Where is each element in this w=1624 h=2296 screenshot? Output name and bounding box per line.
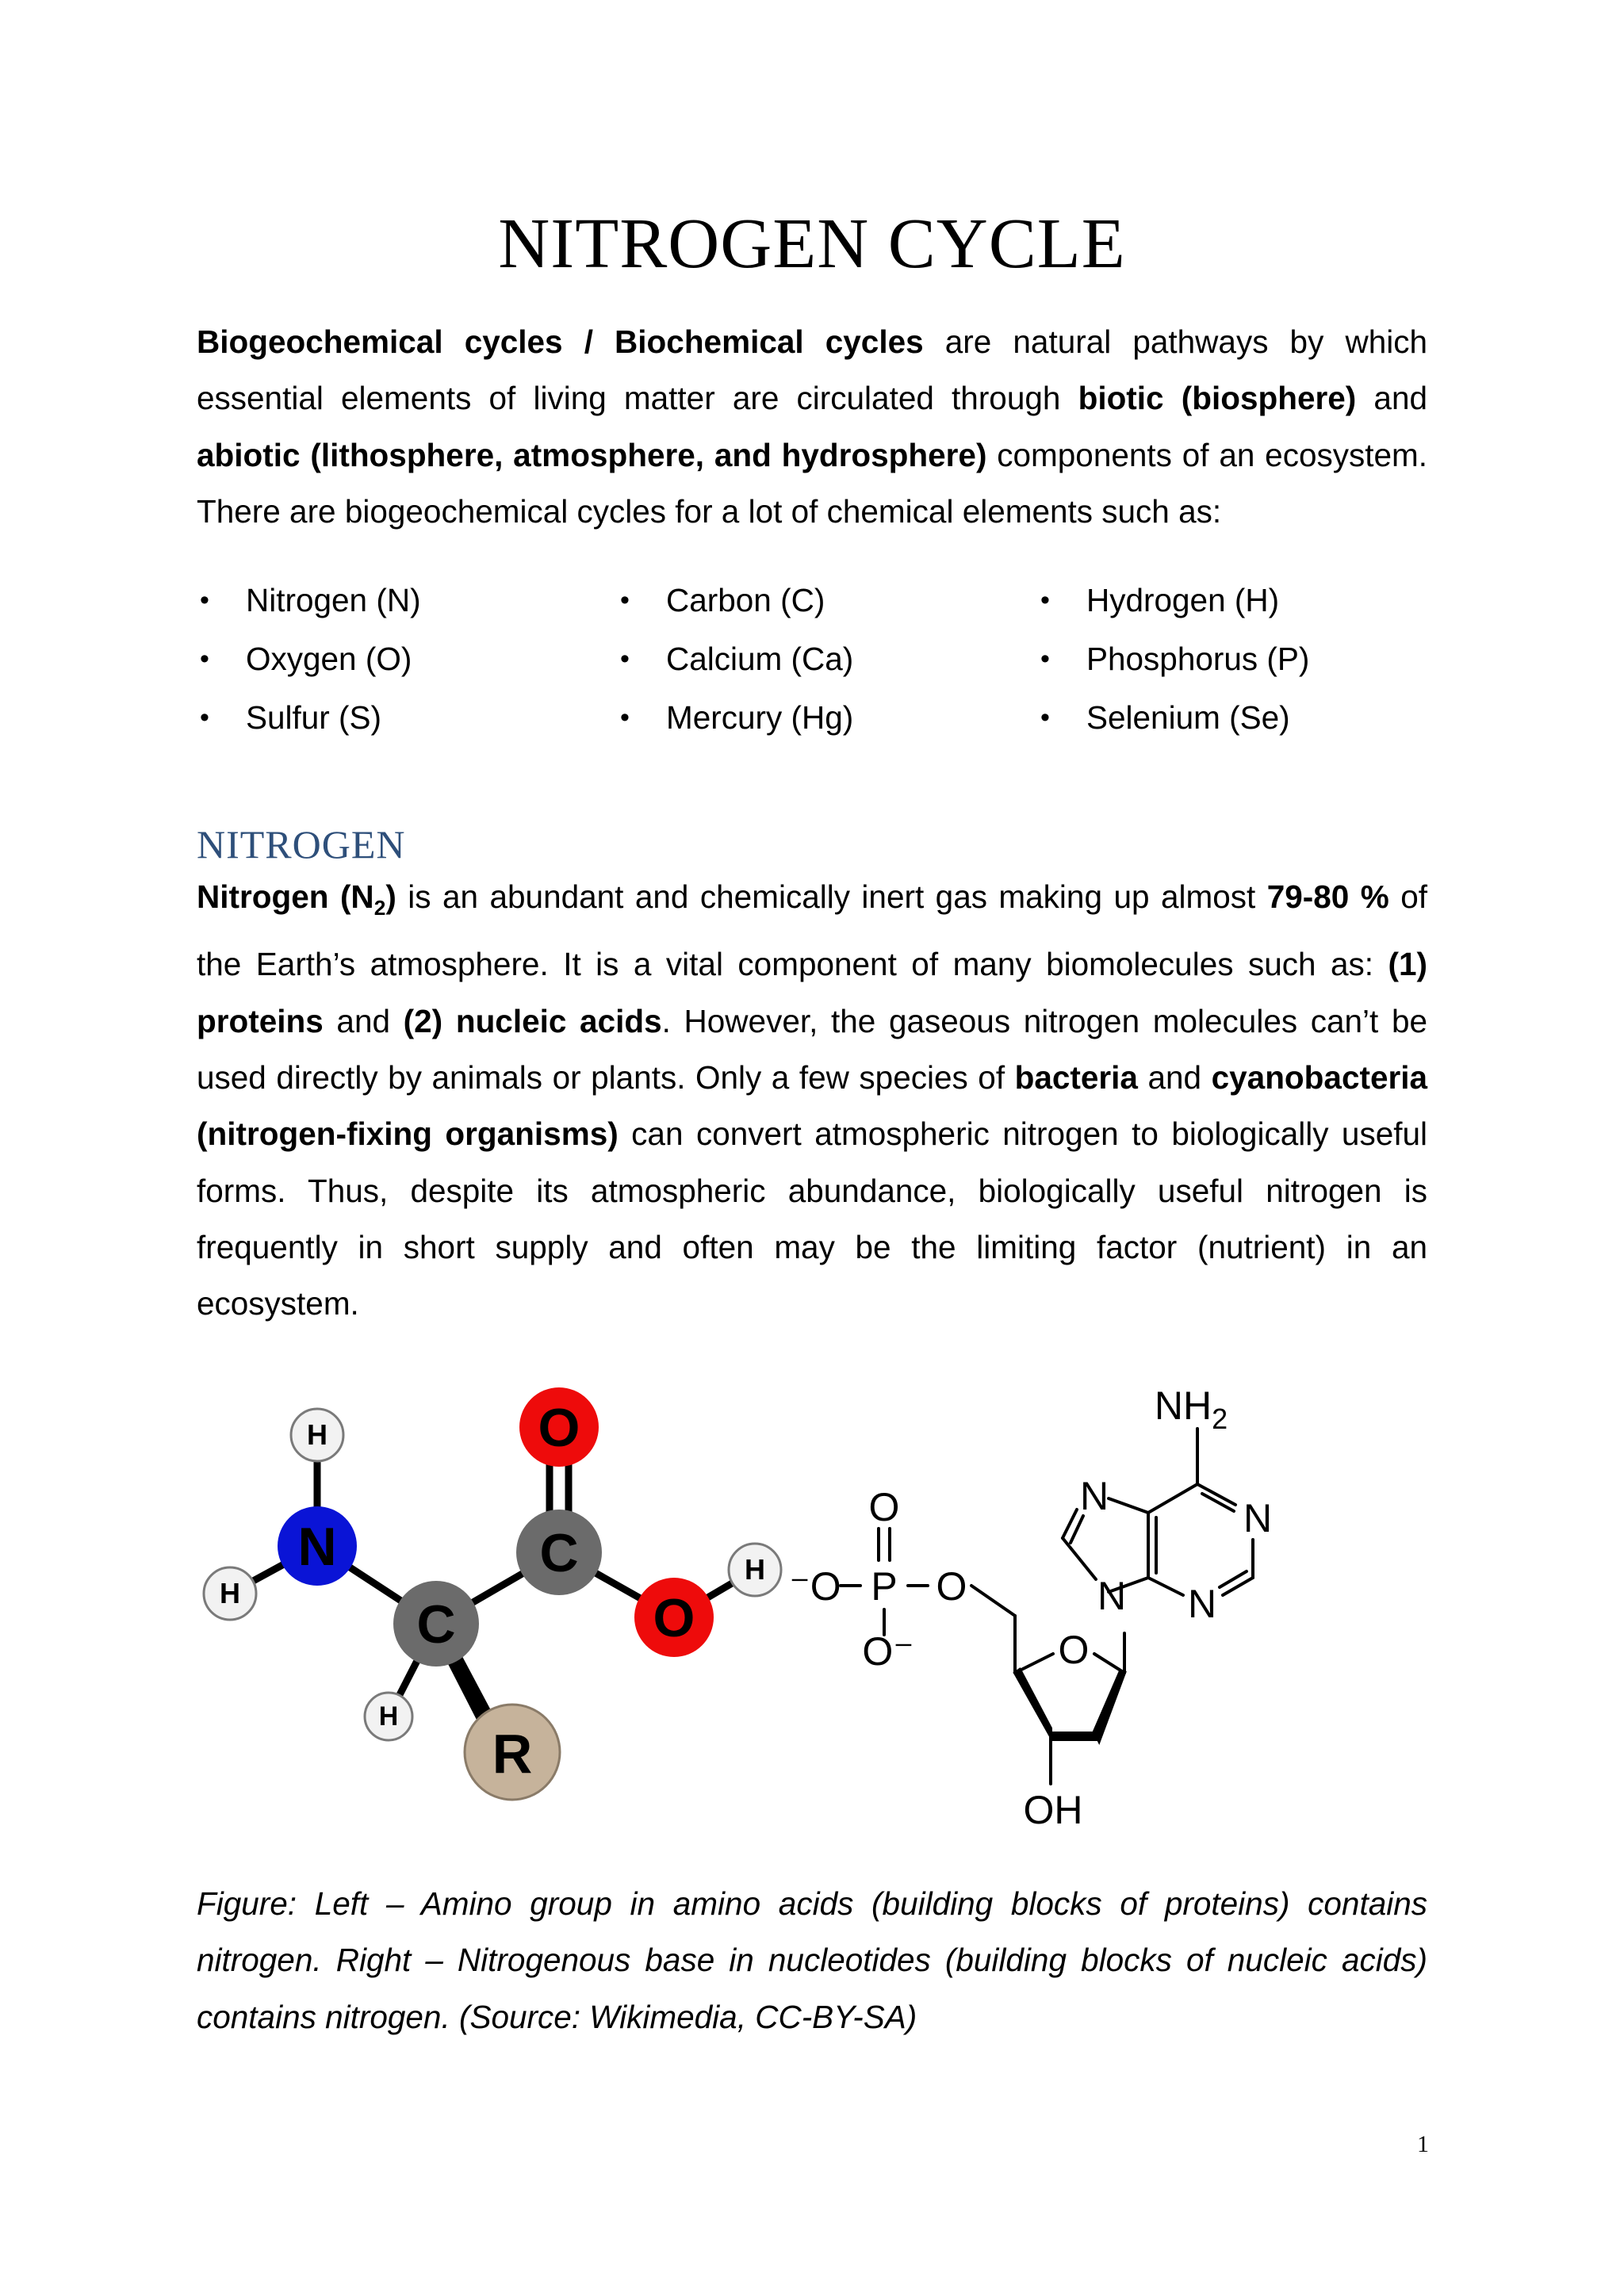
amino-acid-model — [204, 1387, 781, 1800]
atom-label-n: N — [297, 1517, 337, 1577]
bond-c2-n3 — [1223, 1578, 1253, 1595]
atom-label-c: C — [416, 1594, 456, 1655]
atom-label-r: R — [492, 1723, 533, 1785]
atom-label-n: N — [1187, 1582, 1217, 1626]
element-bullet-list — [197, 571, 1465, 761]
nh-text: NH — [1154, 1383, 1212, 1428]
atom-label-n: N — [1097, 1574, 1127, 1618]
bond-n9-c8 — [1063, 1538, 1096, 1579]
atom-label-nh2 — [1155, 1383, 1228, 1435]
bullet-icon: • — [1040, 644, 1050, 674]
intro-text: components of an ecosystem. There are biogeochemical cycles for a lot of chemical elements such as: — [197, 436, 1427, 530]
list-item — [197, 571, 421, 629]
wedge-bond-c4-c3 — [1015, 1670, 1051, 1736]
atom-label-o: O — [868, 1485, 900, 1529]
atom-label-n: N — [1243, 1496, 1273, 1540]
nitrogen-term — [197, 878, 396, 920]
atom-label-h: H — [220, 1577, 240, 1609]
wedge-bond-c2-c1 — [1094, 1673, 1124, 1741]
page-title: NITROGEN CYCLE — [498, 205, 1126, 283]
intro-text: are natural pathways by which essential elements of living matter are circulated through — [197, 323, 1427, 417]
atom-label-oh: OH — [1023, 1788, 1083, 1832]
list-item — [197, 688, 421, 747]
bullet-icon: • — [1040, 702, 1050, 733]
list-item — [617, 571, 853, 629]
list-item — [1037, 571, 1309, 629]
para-text: can convert atmospheric nitrogen to biologically useful forms. Thus, despite its atmospheric abundance, biologically useful nitrogen is frequently in short supply and often may be the limiting factor (nutrient) in an ecosystem. — [197, 1115, 1427, 1322]
list-item-label: Oxygen (O) — [246, 641, 412, 677]
intro-term: Biogeochemical cycles / Biochemical cycles — [197, 323, 924, 360]
list-item-label: Nitrogen (N) — [246, 582, 421, 618]
nucleotide-structure — [789, 1383, 1272, 1832]
molecule-figure — [190, 1348, 1435, 1855]
list-item — [197, 629, 421, 688]
bond-n7-c5 — [1109, 1498, 1148, 1513]
intro-biotic: biotic (biosphere) — [1078, 380, 1357, 417]
list-item-label: Carbon (C) — [666, 582, 825, 618]
para-text: is an abundant and chemically inert gas making up almost — [396, 878, 1267, 915]
nh2-subscript: 2 — [1212, 1402, 1228, 1435]
term-nucleic-acids: (2) nucleic acids — [403, 1002, 662, 1039]
nitrogen-subscript: 2 — [373, 896, 386, 920]
bullet-column-3 — [1037, 571, 1309, 747]
bullet-column-2 — [617, 571, 853, 747]
nitrogen-paragraph — [197, 869, 1427, 1332]
atom-label-h: H — [378, 1701, 399, 1732]
bullet-icon: • — [620, 585, 630, 615]
figure-caption: Figure: Left – Amino group in amino acids (building blocks of proteins) contains nitrogen. Right – Nitrogenous base in nucleotides (building blocks of nucleic acids) contains nitrogen. (Source: Wikimedia, CC-BY-SA) — [197, 1885, 1427, 2035]
atom-label-o-minus: ⁻O — [789, 1564, 841, 1609]
term-cyanobacteria: cyanobacteria (nitrogen-fixing organisms) — [197, 1058, 1428, 1153]
wedge-bond-c3-c2 — [1049, 1732, 1101, 1741]
list-item — [1037, 629, 1309, 688]
page-number: 1 — [1417, 2131, 1429, 2157]
percent-value: 79-80 % — [1266, 878, 1389, 915]
section-heading: NITROGEN — [197, 822, 406, 867]
list-item-label: Phosphorus (P) — [1086, 641, 1310, 677]
atom-label-o: O — [538, 1398, 580, 1458]
list-item — [617, 688, 853, 747]
bullet-icon: • — [200, 702, 209, 733]
atom-label-o: O — [653, 1588, 695, 1648]
para-text: of the Earth’s atmosphere. It is a vital component of many biomolecules such as: — [197, 878, 1428, 983]
atom-label-o: O — [936, 1564, 967, 1609]
bond-c5-c6 — [1148, 1484, 1197, 1513]
bond-n3-c4 — [1148, 1578, 1183, 1595]
bullet-icon: • — [200, 644, 209, 674]
bond-ring-o-c1 — [1094, 1654, 1124, 1673]
bond-o-ch2 — [971, 1586, 1015, 1616]
bullet-icon: • — [620, 702, 630, 733]
atom-label-h: H — [307, 1418, 327, 1451]
intro-text: and — [1356, 380, 1428, 417]
intro-paragraph — [197, 314, 1427, 540]
bullet-icon: • — [200, 585, 209, 615]
bullet-icon: • — [620, 644, 630, 674]
list-item-label: Selenium (Se) — [1086, 699, 1290, 736]
bullet-column-1 — [197, 571, 421, 747]
para-text: and — [1137, 1058, 1212, 1096]
list-item — [1037, 688, 1309, 747]
list-item-label: Mercury (Hg) — [666, 699, 854, 736]
nitrogen-term-text: Nitrogen (N — [197, 878, 374, 915]
term-proteins: (1) proteins — [197, 946, 1427, 1039]
list-item-label: Sulfur (S) — [246, 699, 382, 736]
nitrogen-term-end: ) — [385, 878, 396, 915]
atom-label-n: N — [1079, 1474, 1109, 1518]
term-bacteria: bacteria — [1014, 1058, 1138, 1096]
atom-label-ring-o: O — [1058, 1628, 1090, 1672]
para-text: and — [323, 1002, 404, 1039]
atom-label-c: C — [539, 1523, 579, 1583]
atom-label-p: P — [871, 1564, 898, 1609]
list-item — [617, 629, 853, 688]
list-item-label: Hydrogen (H) — [1086, 582, 1280, 618]
atom-label-h: H — [745, 1553, 765, 1586]
para-text: . However, the gaseous nitrogen molecules can’t be used directly by animals or plants. Only a few species of — [197, 1002, 1428, 1096]
list-item-label: Calcium (Ca) — [666, 641, 854, 677]
bullet-icon: • — [1040, 585, 1050, 615]
intro-abiotic: abiotic (lithosphere, atmosphere, and hydrosphere) — [197, 436, 987, 473]
atom-label-o-minus: O⁻ — [862, 1629, 914, 1674]
